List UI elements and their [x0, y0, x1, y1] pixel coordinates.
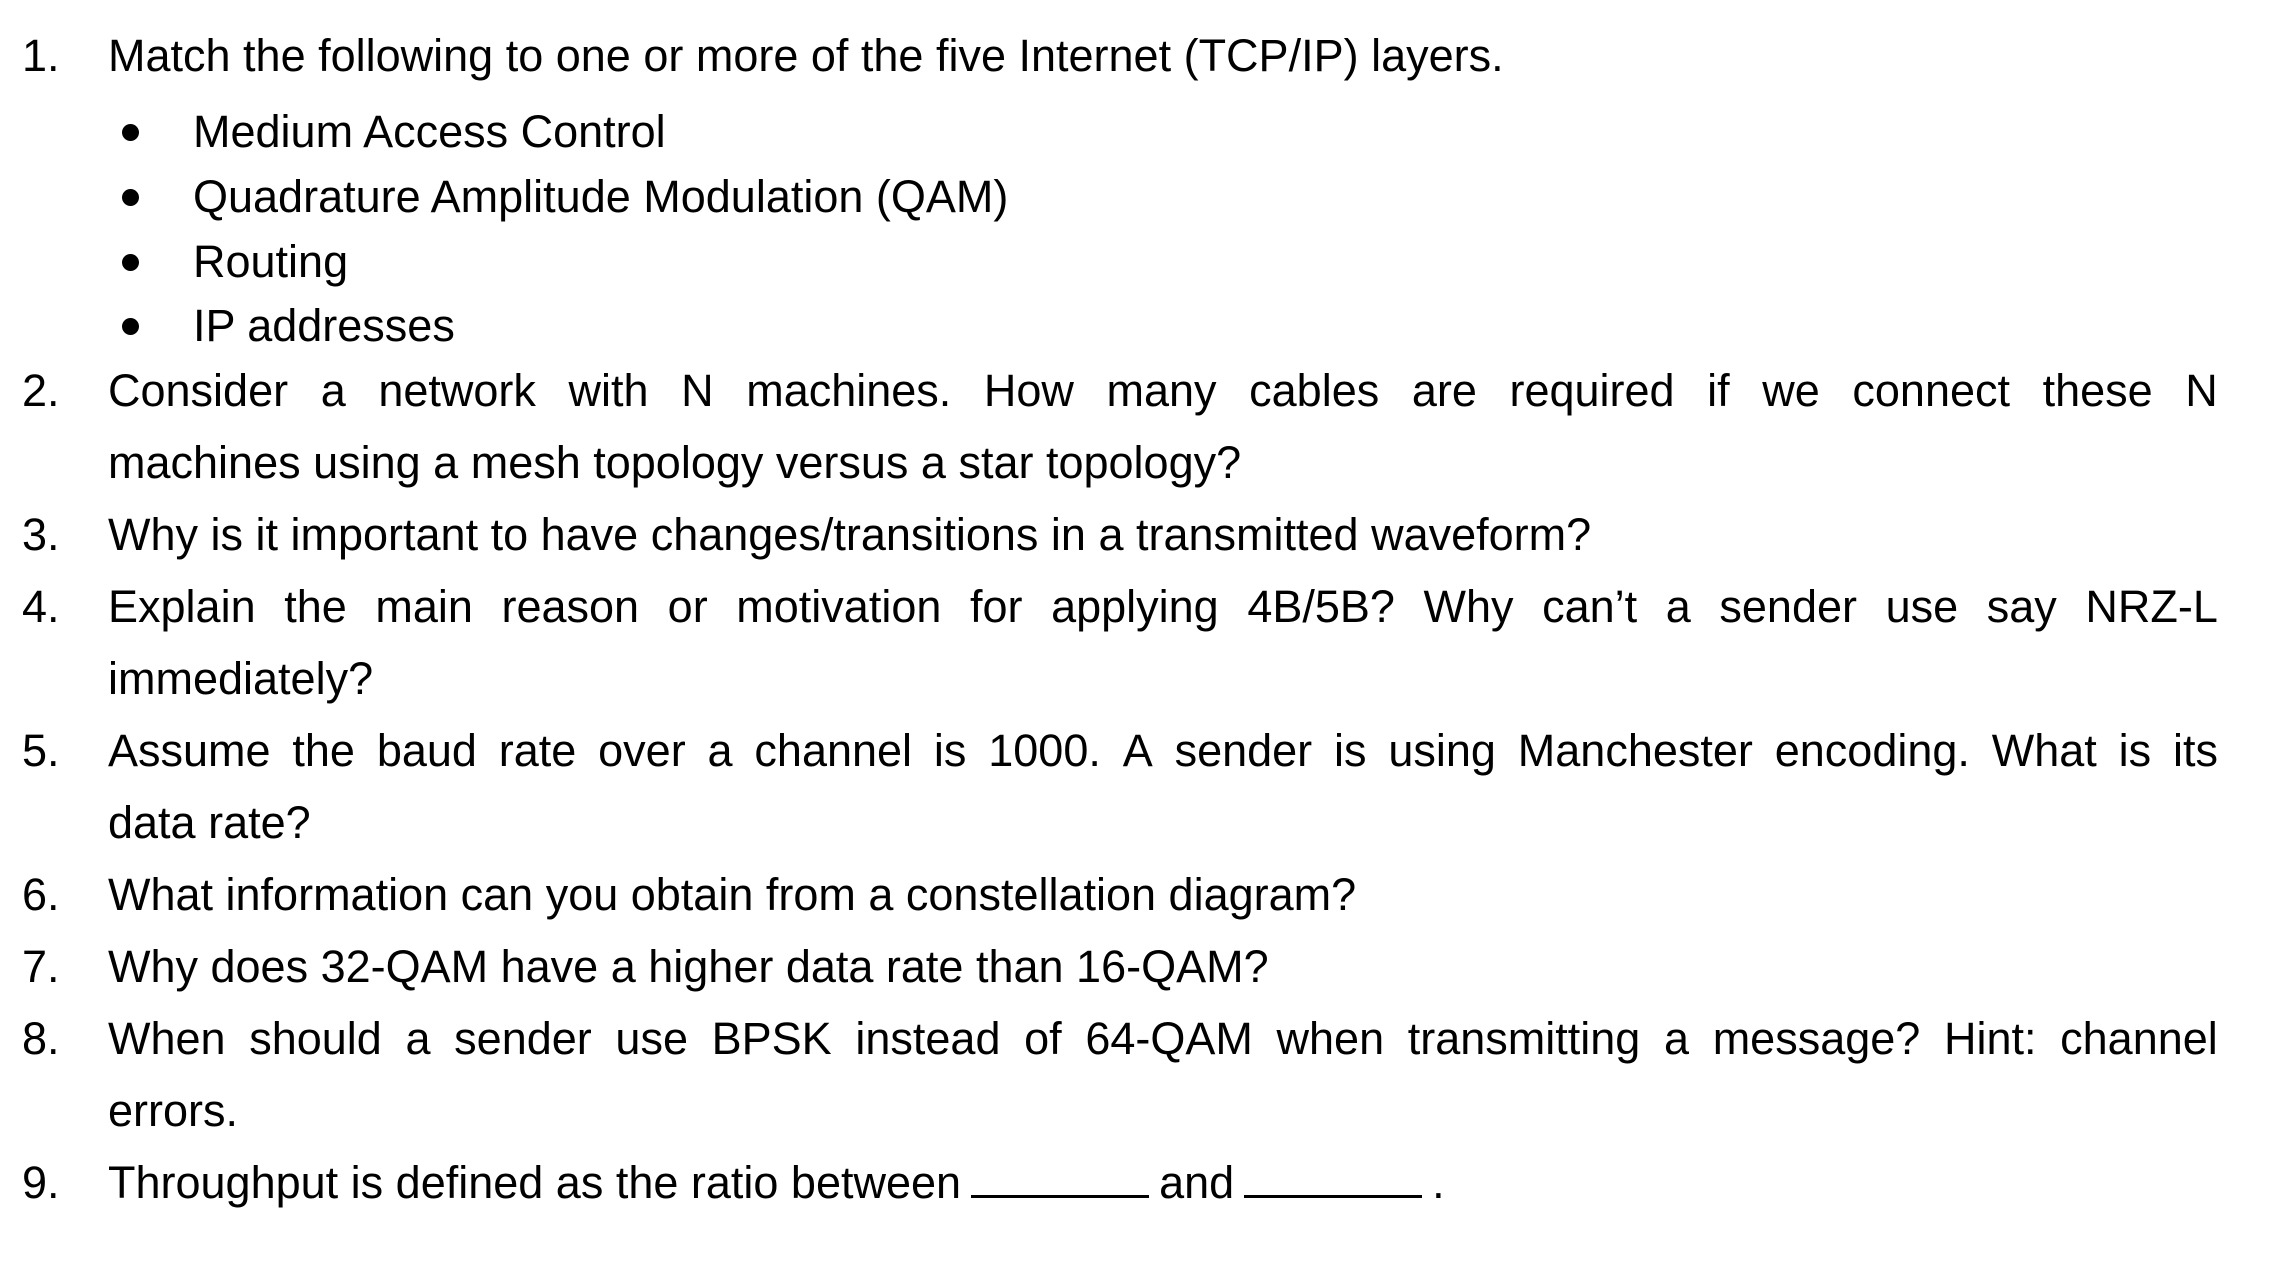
word: use	[615, 1013, 688, 1064]
word: many	[1106, 365, 1217, 416]
word: a	[1665, 581, 1691, 632]
word: A	[1122, 725, 1153, 776]
word: over	[598, 725, 686, 776]
bullet-text: IP addresses	[193, 300, 455, 351]
question-number: 8.	[22, 1013, 60, 1064]
question-9	[0, 1147, 2294, 1219]
answer-blank-1[interactable]	[971, 1151, 1149, 1198]
word: baud	[376, 725, 477, 776]
question-text-line-1	[108, 355, 2218, 427]
question-number: 9.	[22, 1157, 60, 1208]
word: is	[2118, 725, 2152, 776]
question-5	[0, 715, 2294, 787]
word: using	[1388, 725, 1496, 776]
question-4	[0, 571, 2294, 643]
word: connect	[1852, 365, 2011, 416]
question-text-line-2: errors.	[108, 1085, 239, 1136]
question-7	[0, 931, 2294, 1003]
word: these	[2042, 365, 2153, 416]
question-1	[0, 20, 2294, 92]
question-number: 1.	[22, 30, 60, 81]
word: N	[681, 365, 714, 416]
word: the	[292, 725, 355, 776]
question-8	[0, 1003, 2294, 1075]
word: when	[1276, 1013, 1385, 1064]
word: sender	[454, 1013, 592, 1064]
word: are	[1411, 365, 1477, 416]
word: channel	[2060, 1013, 2218, 1064]
question-number: 4.	[22, 581, 60, 632]
question-text: Why does 32-QAM have a higher data rate than 16-QAM?	[108, 941, 1269, 992]
question-2	[0, 355, 2294, 427]
word: is	[1334, 725, 1367, 776]
word: cables	[1249, 365, 1380, 416]
list-item	[0, 161, 2294, 233]
word: message?	[1712, 1013, 1921, 1064]
word: encoding.	[1774, 725, 1970, 776]
bullet-text: Routing	[193, 236, 349, 287]
word: a	[405, 1013, 431, 1064]
question-3	[0, 499, 2294, 571]
question-text: Why is it important to have changes/transitions in a transmitted waveform?	[108, 509, 1592, 560]
word: machines.	[746, 365, 952, 416]
bullet-text: Quadrature Amplitude Modulation (QAM)	[193, 171, 1009, 222]
question-number: 7.	[22, 941, 60, 992]
word: motivation	[736, 581, 942, 632]
question-number: 6.	[22, 869, 60, 920]
word: use	[1885, 581, 1959, 632]
word: for	[969, 581, 1023, 632]
word: network	[378, 365, 536, 416]
word: or	[667, 581, 708, 632]
word: with	[568, 365, 649, 416]
list-item	[0, 226, 2294, 298]
word: 1000.	[988, 725, 1101, 776]
answer-blank-2[interactable]	[1244, 1151, 1422, 1198]
bullet-icon	[122, 318, 139, 335]
word: transmitting	[1407, 1013, 1641, 1064]
question-2-continued	[0, 427, 2294, 499]
word: a	[707, 725, 733, 776]
word: a	[320, 365, 346, 416]
bullet-text: Medium Access Control	[193, 106, 666, 157]
question-text	[108, 1147, 1445, 1219]
word: say	[1986, 581, 2057, 632]
word: BPSK	[711, 1013, 832, 1064]
word: sender	[1174, 725, 1313, 776]
word: rate	[498, 725, 577, 776]
question-text-line-2: immediately?	[108, 653, 374, 704]
word: applying	[1051, 581, 1219, 632]
word: instead	[855, 1013, 1001, 1064]
question-text-middle: and	[1159, 1157, 1235, 1208]
word: Assume	[108, 725, 271, 776]
word: should	[249, 1013, 382, 1064]
word: Explain	[108, 581, 256, 632]
word: a	[1664, 1013, 1690, 1064]
word: sender	[1719, 581, 1857, 632]
question-text-line-1	[108, 715, 2218, 787]
question-number: 2.	[22, 365, 60, 416]
word: its	[2172, 725, 2218, 776]
question-text-line-1	[108, 1003, 2218, 1075]
word: N	[2185, 365, 2218, 416]
question-5-continued	[0, 787, 2294, 859]
question-text-before: Throughput is defined as the ratio between	[108, 1157, 962, 1208]
word: NRZ-L	[2085, 581, 2218, 632]
word: the	[284, 581, 347, 632]
word: is	[933, 725, 967, 776]
list-item	[0, 290, 2294, 362]
question-text-line-2: data rate?	[108, 797, 311, 848]
question-text-after: .	[1432, 1157, 1445, 1208]
question-4-continued	[0, 643, 2294, 715]
word: can’t	[1542, 581, 1638, 632]
question-text: What information can you obtain from a constellation diagram?	[108, 869, 1357, 920]
word: What	[1991, 725, 2097, 776]
question-text-line-2: machines using a mesh topology versus a star topology?	[108, 437, 1242, 488]
word: Consider	[108, 365, 289, 416]
question-number: 3.	[22, 509, 60, 560]
word: main	[375, 581, 473, 632]
question-text-line-1	[108, 571, 2218, 643]
word: 4B/5B?	[1247, 581, 1395, 632]
word: reason	[501, 581, 640, 632]
word: if	[1707, 365, 1730, 416]
word: required	[1509, 365, 1675, 416]
word: How	[983, 365, 1074, 416]
word: of	[1024, 1013, 1062, 1064]
word: When	[108, 1013, 226, 1064]
question-6	[0, 859, 2294, 931]
word: Why	[1423, 581, 1514, 632]
question-8-continued	[0, 1075, 2294, 1147]
word: Manchester	[1517, 725, 1753, 776]
list-item	[0, 96, 2294, 168]
question-number: 5.	[22, 725, 60, 776]
word: we	[1762, 365, 1820, 416]
word: channel	[754, 725, 913, 776]
word: Hint:	[1943, 1013, 2037, 1064]
word: 64-QAM	[1085, 1013, 1253, 1064]
bullet-icon	[122, 254, 139, 271]
question-text: Match the following to one or more of the five Internet (TCP/IP) layers.	[108, 30, 1504, 81]
bullet-icon	[122, 189, 139, 206]
bullet-icon	[122, 124, 139, 141]
